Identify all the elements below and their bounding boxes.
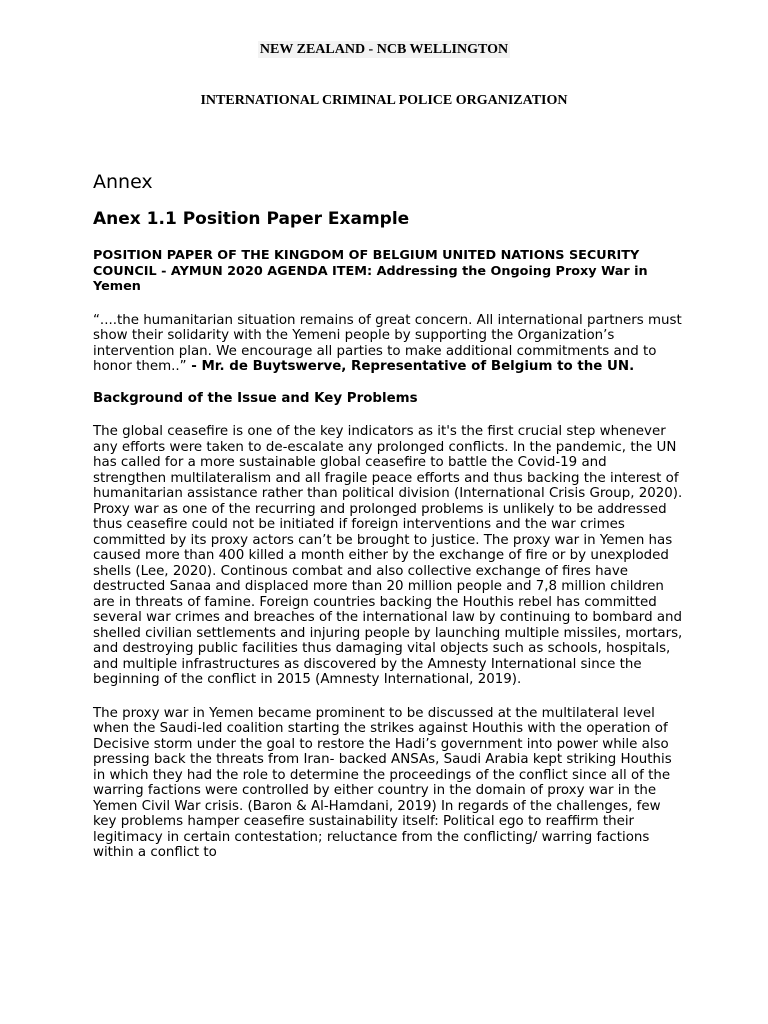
document-header <box>0 42 768 58</box>
annex-title: Annex <box>93 171 153 193</box>
annex-subtitle: Anex 1.1 Position Paper Example <box>93 209 410 229</box>
document-body <box>93 170 683 861</box>
paragraph-proxy-war: The proxy war in Yemen became prominent to be discussed at the multilateral level when the Saudi-led coalition starting the strikes against Houthis with the operation of Decisive storm under the goal to restore the Hadi’s government into power while also pressing back the threats from Iran- backed ANSAs, Saudi Arabia kept striking Houthis in which they had the role to determine the proceedings of the conflict since all of the warring factions were controlled by either country in the domain of proxy war in the Yemen Civil War crisis. (Baron & Al-Hamdani, 2019) In regards of the challenges, few key problems hamper ceasefire sustainability itself: Political ego to reaffirm their legitimacy in certain contestation; reluctance from the conflicting/ warring factions within a conflict to <box>93 705 672 860</box>
section-heading-background: Background of the Issue and Key Problems <box>93 390 418 406</box>
organization-header: INTERNATIONAL CRIMINAL POLICE ORGANIZATION <box>200 93 568 108</box>
quote-text: “....the humanitarian situation remains of great concern. All international partners must show their solidarity with the Yemeni people by supporting the Organization’s intervention plan. We encourage all parties to make additional commitments and to honor them..” <box>93 312 682 374</box>
ncb-header-text: NEW ZEALAND - NCB WELLINGTON <box>259 42 509 57</box>
opening-quote <box>93 313 683 375</box>
quote-attribution: - Mr. de Buytswerve, Representative of Belgium to the UN. <box>186 359 635 374</box>
paragraph-ceasefire: The global ceasefire is one of the key indicators as it's the first crucial step whenever any efforts were taken to de-escalate any prolonged conflicts. In the pandemic, the UN has called for a more sustainable global ceasefire to battle the Covid-19 and strengthen multilateralism and all fragile peace efforts and thus backing the interest of humanitarian assistance rather than political division (International Crisis Group, 2020). Proxy war as one of the recurring and prolonged problems is unlikely to be addressed thus ceasefire could not be initiated if foreign interventions and the war crimes committed by its proxy actors can’t be brought to justice. The proxy war in Yemen has caused more than 400 killed a month either by the exchange of fire or by unexploded shells (Lee, 2020). Continous combat and also collective exchange of fires have destructed Sanaa and displaced more than 20 million people and 7,8 million children are in threats of famine. Foreign countries backing the Houthis rebel has committed several war crimes and breaches of the international law by continuing to bombard and shelled civilian settlements and injuring people by launching multiple missiles, mortars, and destroying public facilities thus damaging vital objects such as schools, hospitals, and multiple infrastructures as discovered by the Amnesty International since the beginning of the conflict in 2015 (Amnesty International, 2019). <box>93 424 683 687</box>
position-paper-title: POSITION PAPER OF THE KINGDOM OF BELGIUM UNITED NATIONS SECURITY COUNCIL - AYMUN 2020 AGENDA ITEM: Addressing the Ongoing Proxy War in Yemen <box>93 248 648 294</box>
